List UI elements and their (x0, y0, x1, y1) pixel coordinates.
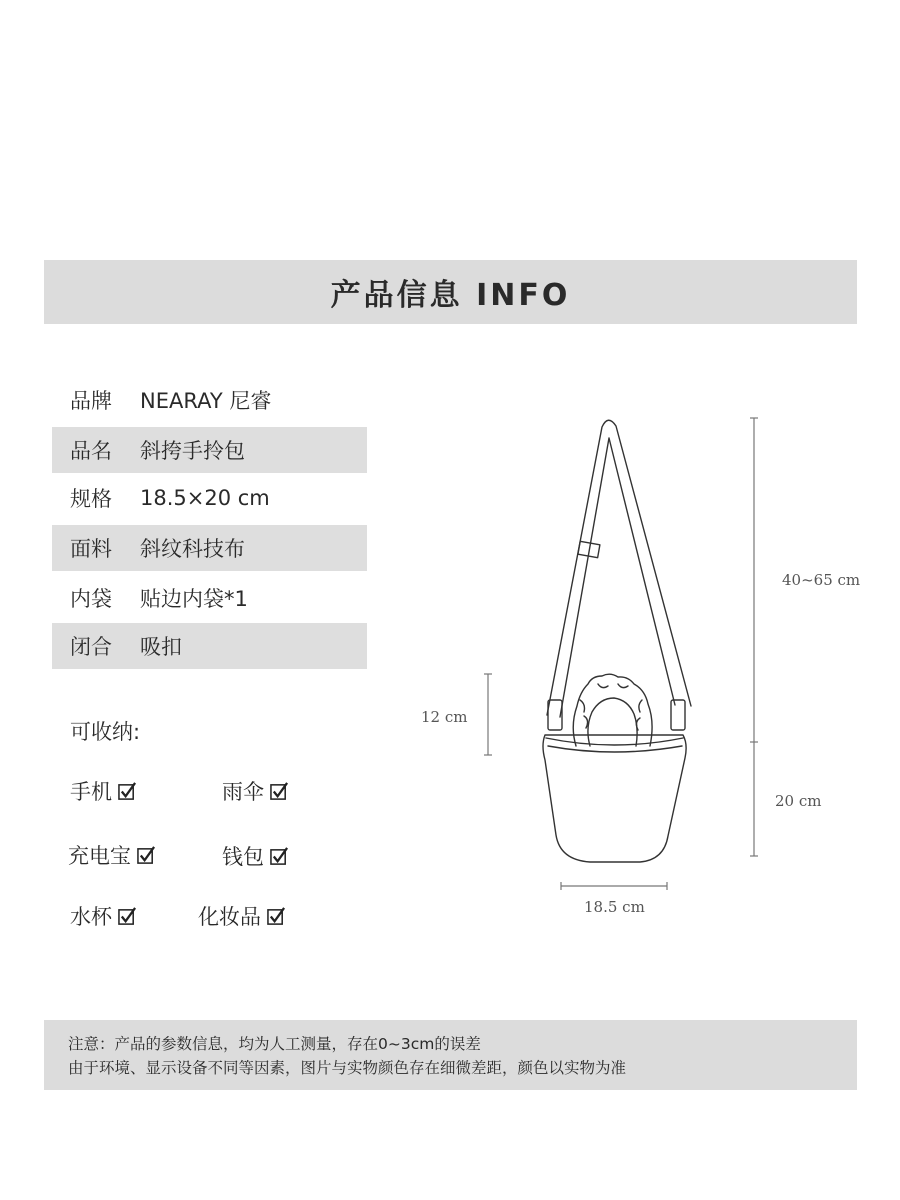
storage-item-wallet (222, 841, 289, 871)
spec-key: 品牌 (70, 389, 112, 413)
spec-key: 规格 (70, 487, 112, 511)
dim-height-label: 20 cm (775, 792, 822, 810)
checkbox-checked-icon (118, 907, 137, 926)
spec-key: 品名 (70, 439, 112, 463)
bag-dimension-diagram (400, 405, 880, 935)
checkbox-checked-icon (270, 782, 289, 801)
storage-item-umbrella (222, 776, 289, 806)
spec-value: 贴边内袋*1 (140, 587, 248, 611)
storage-item-label: 手机 (70, 780, 112, 804)
note-line-2: 由于环境、显示设备不同等因素，图片与实物颜色存在细微差距，颜色以实物为准 (68, 1059, 627, 1077)
note-band (44, 1020, 857, 1090)
spec-row-name (52, 427, 367, 473)
storage-item-powerbank (68, 840, 156, 870)
page-title: 产品信息 INFO (330, 278, 571, 313)
strap-tab-right (671, 700, 685, 730)
spec-row-pocket (52, 575, 367, 621)
dim-width-label: 18.5 cm (584, 898, 645, 916)
note-line-1: 注意：产品的参数信息，均为人工测量，存在0~3cm的误差 (68, 1035, 481, 1053)
bag-body (543, 735, 686, 862)
storage-item-phone (70, 776, 137, 806)
storage-item-cup (70, 901, 137, 931)
strap-inner-line (560, 438, 675, 717)
storage-item-label: 钱包 (222, 845, 264, 869)
storage-item-label: 充电宝 (68, 844, 131, 868)
storage-item-label: 雨伞 (222, 780, 264, 804)
checkbox-checked-icon (267, 907, 286, 926)
storage-item-label: 水杯 (70, 905, 112, 929)
checkbox-checked-icon (270, 847, 289, 866)
spec-value: 吸扣 (140, 635, 182, 659)
spec-value: NEARAY 尼睿 (140, 389, 272, 413)
dim-handle-label: 12 cm (421, 708, 468, 726)
checkbox-checked-icon (137, 846, 156, 865)
spec-key: 内袋 (70, 587, 112, 611)
spec-value: 斜挎手拎包 (140, 439, 245, 463)
spec-row-brand (52, 377, 367, 423)
spec-key: 面料 (70, 537, 112, 561)
storage-title: 可收纳: (70, 720, 141, 744)
header-band (44, 260, 857, 324)
storage-item-cosmetics (198, 901, 286, 931)
checkbox-checked-icon (118, 782, 137, 801)
spec-value: 斜纹科技布 (140, 537, 245, 561)
spec-key: 闭合 (70, 635, 112, 659)
spec-row-size (52, 475, 367, 521)
bag-rim (546, 738, 683, 745)
dim-strap-label: 40~65 cm (782, 571, 861, 589)
storage-item-label: 化妆品 (198, 905, 261, 929)
spec-row-fabric (52, 525, 367, 571)
spec-row-closure (52, 623, 367, 669)
spec-value: 18.5×20 cm (140, 486, 270, 510)
